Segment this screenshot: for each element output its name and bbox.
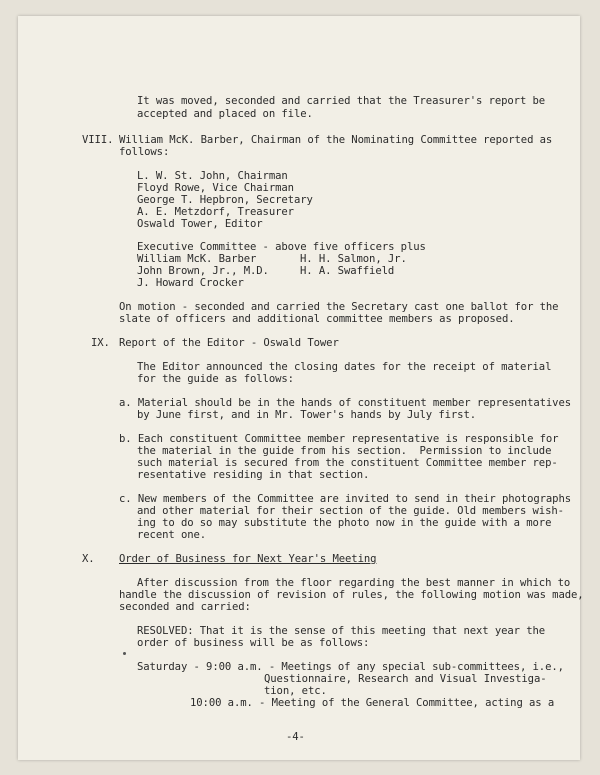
executive-member-crocker: J. Howard Crocker	[137, 277, 244, 289]
item-b-line-2: the material in the guide from his section. Permission to include	[137, 445, 552, 457]
ballot-motion-line-1: On motion - seconded and carried the Secretary cast one ballot for the	[119, 301, 559, 313]
section-viii-number: VIII.	[82, 134, 114, 146]
officer-treasurer: A. E. Metzdorf, Treasurer	[137, 206, 294, 218]
item-c-line-1: c. New members of the Committee are invited to send in their photographs	[119, 493, 572, 505]
section-x-title: Order of Business for Next Year's Meeting	[119, 553, 377, 565]
discussion-line-2: handle the discussion of revision of rules, the following motion was made,	[119, 589, 584, 601]
discussion-line-3: seconded and carried:	[119, 601, 251, 613]
schedule-saturday-line-1: Saturday - 9:00 a.m. - Meetings of any special sub-committees, i.e.,	[137, 661, 564, 673]
schedule-saturday-line-4: 10:00 a.m. - Meeting of the General Committee, acting as a	[190, 697, 555, 709]
executive-member-swaffield: H. A. Swaffield	[300, 265, 395, 277]
bullet-mark	[123, 652, 126, 655]
section-viii-line-1: William McK. Barber, Chairman of the Nominating Committee reported as	[119, 134, 553, 146]
item-b-line-1: b. Each constituent Committee member representative is responsible for	[119, 433, 559, 445]
executive-member-brown: John Brown, Jr., M.D.	[137, 265, 269, 277]
schedule-saturday-line-3: tion, etc.	[264, 685, 327, 697]
officer-chairman: L. W. St. John, Chairman	[137, 170, 288, 182]
item-a-line-1: a. Material should be in the hands of constituent member representatives	[119, 397, 572, 409]
officer-vice-chairman: Floyd Rowe, Vice Chairman	[137, 182, 294, 194]
editor-announcement-line-1: The Editor announced the closing dates for the receipt of material	[137, 361, 552, 373]
treasurer-motion-line-2: accepted and placed on file.	[137, 108, 313, 120]
editor-announcement-line-2: for the guide as follows:	[137, 373, 294, 385]
item-a-line-2: by June first, and in Mr. Tower's hands by July first.	[137, 409, 477, 421]
item-c-line-3: ing to do so may substitute the photo now in the guide with a more	[137, 517, 552, 529]
officer-secretary: George T. Hepbron, Secretary	[137, 194, 313, 206]
treasurer-motion-line-1: It was moved, seconded and carried that the Treasurer's report be	[137, 95, 546, 107]
officer-editor: Oswald Tower, Editor	[137, 218, 263, 230]
page-number: -4-	[286, 731, 305, 743]
discussion-line-1: After discussion from the floor regarding the best manner in which to	[137, 577, 571, 589]
executive-member-barber: William McK. Barber	[137, 253, 257, 265]
executive-member-salmon: H. H. Salmon, Jr.	[300, 253, 407, 265]
resolution-line-2: order of business will be as follows:	[137, 637, 370, 649]
executive-committee-heading: Executive Committee - above five officers plus	[137, 241, 426, 253]
section-ix-number: IX.	[91, 337, 110, 349]
item-b-line-4: resentative residing in that section.	[137, 469, 370, 481]
section-viii-line-2: follows:	[119, 146, 170, 158]
item-c-line-2: and other material for their section of the guide. Old members wish-	[137, 505, 564, 517]
section-x-number: X.	[82, 553, 95, 565]
schedule-saturday-line-2: Questionnaire, Research and Visual Investiga-	[264, 673, 547, 685]
item-b-line-3: such material is secured from the constituent Committee member rep-	[137, 457, 558, 469]
section-ix-title: Report of the Editor - Oswald Tower	[119, 337, 339, 349]
ballot-motion-line-2: slate of officers and additional committee members as proposed.	[119, 313, 515, 325]
resolution-line-1: RESOLVED: That it is the sense of this meeting that next year the	[137, 625, 546, 637]
item-c-line-4: recent one.	[137, 529, 207, 541]
